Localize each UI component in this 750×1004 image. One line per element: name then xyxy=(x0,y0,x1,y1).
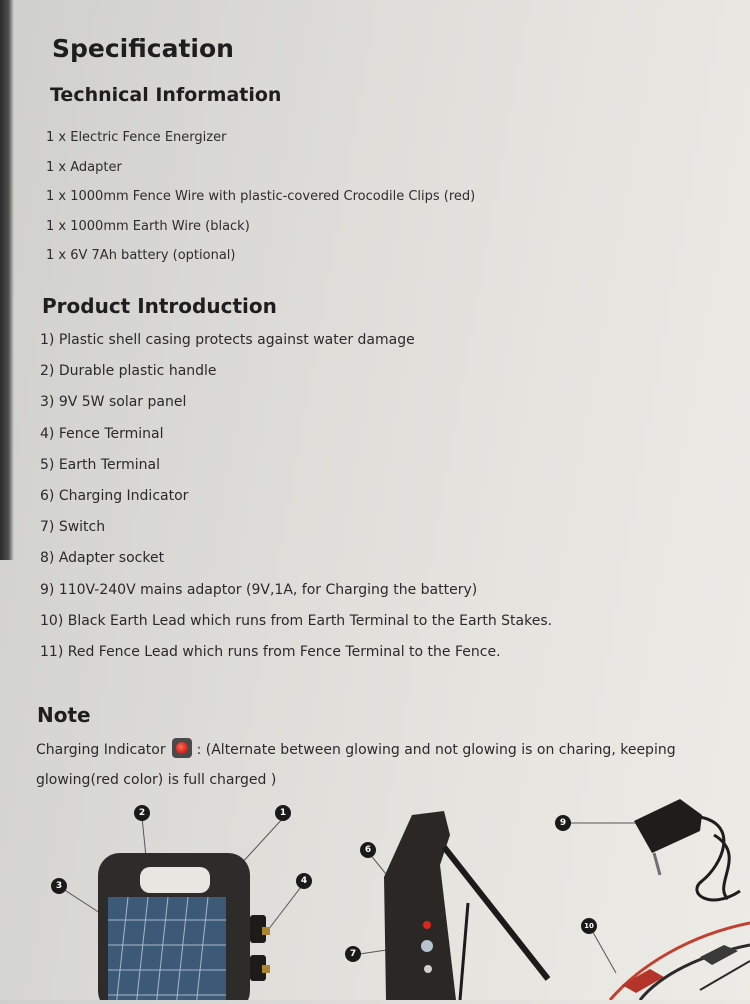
list-item: 1 x 6V 7Ah battery (optional) xyxy=(46,248,236,263)
list-item: 3) 9V 5W solar panel xyxy=(40,394,187,411)
energizer-unit xyxy=(98,853,270,1000)
callout-marker: 7 xyxy=(345,946,361,962)
note-line-2: glowing(red color) is full charged ) xyxy=(36,772,277,788)
list-item: 1 x Electric Fence Energizer xyxy=(46,130,227,145)
list-item: 9) 110V-240V mains adaptor (9V,1A, for Charging the battery) xyxy=(40,581,478,598)
product-illustration xyxy=(0,795,750,1000)
list-item: 10) Black Earth Lead which runs from Earth Terminal to the Earth Stakes. xyxy=(40,612,553,629)
energizer-side-view xyxy=(384,811,548,1000)
list-item: 1 x Adapter xyxy=(46,159,122,175)
note-heading: Note xyxy=(37,703,91,727)
list-item: 5) Earth Terminal xyxy=(40,456,160,473)
list-item: 2) Durable plastic handle xyxy=(40,363,217,380)
list-item: 1 x 1000mm Earth Wire (black) xyxy=(46,218,250,234)
list-item: 1) Plastic shell casing protects against water damage xyxy=(40,332,415,348)
note-text-1: : (Alternate between glowing and not glowing is on charing, keeping xyxy=(196,742,676,758)
product-introduction-list xyxy=(40,329,552,672)
list-item: 7) Switch xyxy=(40,519,106,536)
fence-leads xyxy=(610,923,750,1000)
callout-marker: 9 xyxy=(555,815,571,831)
list-item: 11) Red Fence Lead which runs from Fence Terminal to the Fence. xyxy=(40,643,501,660)
product-diagram xyxy=(0,795,750,1000)
list-item: 6) Charging Indicator xyxy=(40,487,189,504)
note-line-1 xyxy=(36,738,676,758)
list-item: 1 x 1000mm Fence Wire with plastic-covered Crocodile Clips (red) xyxy=(46,189,476,204)
callout-marker: 6 xyxy=(360,842,376,858)
technical-information-list xyxy=(46,128,475,276)
technical-information-heading: Technical Information xyxy=(50,84,282,106)
list-item: 8) Adapter socket xyxy=(40,550,165,567)
callout-marker: 4 xyxy=(296,873,312,889)
callout-marker: 1 xyxy=(275,805,291,821)
product-introduction-heading: Product Introduction xyxy=(42,294,277,318)
charging-indicator-icon xyxy=(172,738,192,758)
list-item: 4) Fence Terminal xyxy=(40,425,164,442)
note-label: Charging Indicator xyxy=(36,742,166,758)
callout-marker: 2 xyxy=(134,805,150,821)
page-title: Specification xyxy=(52,34,234,63)
callout-marker: 3 xyxy=(51,878,67,894)
mains-adaptor xyxy=(634,799,740,900)
callout-marker: 10 xyxy=(581,918,597,934)
